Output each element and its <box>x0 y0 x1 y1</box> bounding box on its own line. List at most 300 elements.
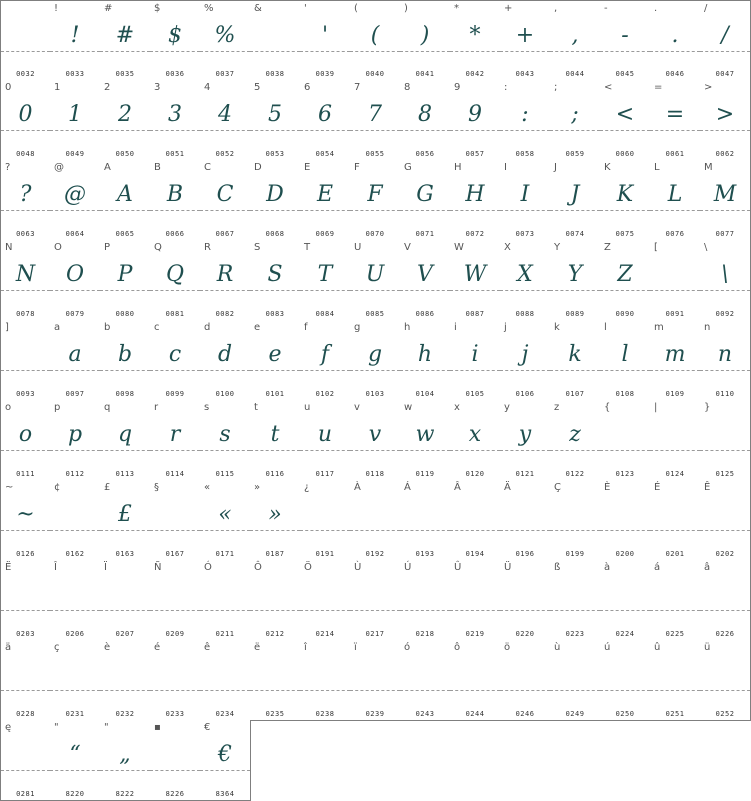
glyph-cell <box>50 320 101 401</box>
char-label: a <box>54 322 61 333</box>
glyph-sample: V <box>417 262 433 287</box>
baseline-guide <box>650 690 700 691</box>
char-label: ; <box>554 82 558 93</box>
baseline-guide <box>600 130 650 131</box>
baseline-guide <box>150 290 200 291</box>
glyph-cell <box>250 160 301 241</box>
glyph-cell <box>700 160 751 241</box>
char-label: ę <box>5 722 12 733</box>
baseline-guide <box>200 610 250 611</box>
glyph-cell <box>700 0 751 81</box>
char-label: r <box>154 402 159 413</box>
glyph-cell <box>50 240 101 321</box>
glyph-cell <box>100 80 151 161</box>
char-label: Á <box>404 482 411 493</box>
glyph-cell <box>50 0 101 81</box>
glyph-cell <box>400 560 451 641</box>
glyph-cell <box>150 80 201 161</box>
baseline-guide <box>50 210 100 211</box>
char-code: 0119 <box>415 470 435 478</box>
glyph-sample: L <box>667 182 683 207</box>
char-code: 0071 <box>415 230 435 238</box>
char-label: u <box>304 402 311 413</box>
glyph-sample: @ <box>64 182 86 207</box>
baseline-guide <box>450 690 500 691</box>
char-code: 0251 <box>665 710 685 718</box>
char-code: 0104 <box>415 390 435 398</box>
char-label: S <box>254 242 261 253</box>
char-code: 0126 <box>16 550 35 558</box>
baseline-guide <box>300 290 350 291</box>
baseline-guide <box>200 530 250 531</box>
glyph-cell <box>250 240 301 321</box>
char-label: j <box>504 322 507 333</box>
baseline-guide <box>550 610 600 611</box>
char-code: 0224 <box>615 630 635 638</box>
glyph-cell <box>250 0 301 81</box>
glyph-sample: % <box>214 23 236 48</box>
baseline-guide <box>350 690 400 691</box>
glyph-cell <box>50 80 101 161</box>
glyph-cell <box>50 400 101 481</box>
char-code: 0101 <box>265 390 285 398</box>
glyph-cell <box>450 640 501 721</box>
glyph-sample: y <box>518 422 532 447</box>
char-label: q <box>104 402 111 413</box>
char-code: 0116 <box>265 470 285 478</box>
baseline-guide <box>700 210 750 211</box>
baseline-guide <box>300 210 350 211</box>
char-code: 0249 <box>565 710 585 718</box>
char-label: [ <box>654 242 658 253</box>
char-label: f <box>304 322 308 333</box>
char-label: z <box>554 402 560 413</box>
char-code: 0232 <box>115 710 135 718</box>
char-label: Ñ <box>154 562 162 573</box>
glyph-sample: ' <box>321 23 329 48</box>
char-label: ▪ <box>154 722 161 733</box>
char-label: n <box>704 322 711 333</box>
glyph-sample: c <box>168 342 182 367</box>
char-code: 0091 <box>665 310 685 318</box>
char-label: é <box>154 642 161 653</box>
glyph-cell <box>250 320 301 401</box>
char-code: 0081 <box>165 310 185 318</box>
baseline-guide <box>450 51 500 52</box>
char-code: 0163 <box>115 550 135 558</box>
char-code: 0105 <box>465 390 485 398</box>
glyph-cell <box>350 320 401 401</box>
glyph-sample: 0 <box>18 102 33 127</box>
glyph-cell <box>150 320 201 401</box>
char-code: 0086 <box>415 310 435 318</box>
baseline-guide <box>50 370 100 371</box>
glyph-sample: . <box>671 23 679 48</box>
baseline-guide <box>400 450 450 451</box>
char-code: 0219 <box>465 630 485 638</box>
baseline-guide <box>650 210 700 211</box>
glyph-cell <box>600 160 651 241</box>
baseline-guide <box>700 530 750 531</box>
glyph-cell <box>200 720 251 801</box>
char-code: 0217 <box>365 630 385 638</box>
baseline-guide <box>250 370 300 371</box>
glyph-cell <box>300 320 351 401</box>
glyph-cell <box>550 240 601 321</box>
char-code: 0100 <box>215 390 235 398</box>
glyph-cell <box>300 400 351 481</box>
glyph-cell <box>0 720 51 801</box>
glyph-cell <box>250 80 301 161</box>
glyph-cell <box>150 0 201 81</box>
baseline-guide <box>1 610 50 611</box>
char-label: t <box>254 402 258 413</box>
char-code: 0192 <box>365 550 385 558</box>
char-label: Q <box>154 242 162 253</box>
char-label: Ä <box>504 482 511 493</box>
char-code: 8364 <box>215 790 235 798</box>
glyph-cell <box>300 480 351 561</box>
char-label: Ê <box>704 482 711 493</box>
char-code: 0244 <box>465 710 485 718</box>
char-code: 0281 <box>16 790 35 798</box>
char-label: ö <box>504 642 511 653</box>
char-label: < <box>604 82 613 93</box>
char-code: 0092 <box>715 310 735 318</box>
char-label: Ë <box>5 562 12 573</box>
glyph-cell <box>300 80 351 161</box>
glyph-sample: j <box>521 342 529 367</box>
baseline-guide <box>100 530 150 531</box>
char-label: b <box>104 322 111 333</box>
char-label: / <box>704 3 708 14</box>
char-code: 0087 <box>465 310 485 318</box>
glyph-cell <box>500 480 551 561</box>
char-code: 8226 <box>165 790 185 798</box>
char-code: 0032 <box>16 70 35 78</box>
glyph-sample: p <box>67 422 83 447</box>
char-code: 0044 <box>565 70 585 78</box>
baseline-guide <box>500 610 550 611</box>
glyph-sample: e <box>268 342 282 367</box>
glyph-cell <box>350 640 401 721</box>
char-code: 0211 <box>215 630 235 638</box>
glyph-cell <box>150 560 201 641</box>
char-label: € <box>204 722 211 733</box>
char-label: L <box>654 162 660 173</box>
char-code: 0112 <box>65 470 85 478</box>
glyph-cell <box>50 720 101 801</box>
glyph-cell <box>700 480 751 561</box>
baseline-guide <box>450 530 500 531</box>
char-label: p <box>54 402 61 413</box>
baseline-guide <box>400 690 450 691</box>
char-label: Î <box>54 562 57 573</box>
char-code: 0073 <box>515 230 535 238</box>
glyph-sample: D <box>266 182 284 207</box>
baseline-guide <box>350 530 400 531</box>
baseline-guide <box>400 51 450 52</box>
char-code: 0057 <box>465 150 485 158</box>
glyph-sample: ~ <box>16 502 35 527</box>
glyph-cell <box>450 160 501 241</box>
glyph-cell <box>550 0 601 81</box>
char-label: " <box>54 722 59 733</box>
char-label: è <box>104 642 111 653</box>
glyph-cell <box>100 320 151 401</box>
glyph-sample: + <box>515 23 535 48</box>
char-code: 0042 <box>465 70 485 78</box>
glyph-cell <box>650 320 701 401</box>
baseline-guide <box>500 530 550 531</box>
char-label: Â <box>454 482 461 493</box>
baseline-guide <box>500 130 550 131</box>
baseline-guide <box>500 290 550 291</box>
char-label: & <box>254 3 262 14</box>
char-code: 0196 <box>515 550 535 558</box>
char-label: ( <box>354 3 358 14</box>
char-code: 0117 <box>315 470 335 478</box>
char-code: 0098 <box>115 390 135 398</box>
char-code: 0041 <box>415 70 435 78</box>
char-code: 0203 <box>16 630 35 638</box>
glyph-cell <box>650 400 701 481</box>
char-label: Ù <box>354 562 362 573</box>
baseline-guide <box>150 530 200 531</box>
char-label: ß <box>554 562 561 573</box>
char-code: 0120 <box>465 470 485 478</box>
char-code: 0167 <box>165 550 185 558</box>
char-code: 0066 <box>165 230 185 238</box>
char-label: B <box>154 162 161 173</box>
char-code: 0061 <box>665 150 685 158</box>
baseline-guide <box>600 690 650 691</box>
glyph-sample: £ <box>118 502 132 527</box>
char-label: A <box>104 162 111 173</box>
char-code: 0052 <box>215 150 235 158</box>
glyph-cell <box>100 720 151 801</box>
baseline-guide <box>200 290 250 291</box>
baseline-guide <box>200 51 250 52</box>
glyph-sample: “ <box>69 742 81 767</box>
glyph-sample: b <box>117 342 133 367</box>
char-code: 0037 <box>215 70 235 78</box>
glyph-cell <box>200 0 251 81</box>
glyph-sample: Q <box>165 262 185 287</box>
baseline-guide <box>1 370 50 371</box>
char-label: Ó <box>204 562 212 573</box>
glyph-cell <box>450 0 501 81</box>
glyph-sample: U <box>365 262 385 287</box>
glyph-sample: 9 <box>468 102 482 127</box>
char-code: 0226 <box>715 630 735 638</box>
char-code: 0220 <box>515 630 535 638</box>
glyph-sample: * <box>469 23 481 48</box>
char-label: Z <box>604 242 611 253</box>
char-label: \ <box>704 242 708 253</box>
glyph-cell <box>100 0 151 81</box>
glyph-cell <box>150 400 201 481</box>
char-code: 0078 <box>16 310 35 318</box>
glyph-cell <box>100 480 151 561</box>
char-code: 0209 <box>165 630 185 638</box>
char-label: ü <box>704 642 711 653</box>
char-label: > <box>704 82 713 93</box>
glyph-cell <box>100 400 151 481</box>
char-code: 0233 <box>165 710 185 718</box>
char-label: È <box>604 482 611 493</box>
baseline-guide <box>250 450 300 451</box>
glyph-cell <box>400 320 451 401</box>
baseline-guide <box>200 130 250 131</box>
char-code: 0075 <box>615 230 635 238</box>
char-label: h <box>404 322 411 333</box>
glyph-cell <box>450 240 501 321</box>
baseline-guide <box>150 690 200 691</box>
char-label: ~ <box>5 482 14 493</box>
char-label: ? <box>5 162 11 173</box>
glyph-cell <box>700 240 751 321</box>
char-label: á <box>654 562 661 573</box>
baseline-guide <box>50 690 100 691</box>
glyph-cell <box>450 480 501 561</box>
glyph-sample: B <box>166 182 184 207</box>
char-label: R <box>204 242 211 253</box>
char-label: § <box>154 482 159 493</box>
char-label: ¿ <box>304 482 310 493</box>
char-label: X <box>504 242 511 253</box>
baseline-guide <box>550 690 600 691</box>
char-code: 0200 <box>615 550 635 558</box>
char-code: 0162 <box>65 550 85 558</box>
char-code: 0058 <box>515 150 535 158</box>
glyph-cell <box>700 560 751 641</box>
baseline-guide <box>700 51 750 52</box>
char-code: 0085 <box>365 310 385 318</box>
char-label: ê <box>204 642 211 653</box>
baseline-guide <box>350 450 400 451</box>
char-code: 0118 <box>365 470 385 478</box>
baseline-guide <box>700 370 750 371</box>
baseline-guide <box>1 51 50 52</box>
char-code: 0106 <box>515 390 535 398</box>
baseline-guide <box>650 130 700 131</box>
glyph-sample: Y <box>567 262 583 287</box>
glyph-cell <box>400 400 451 481</box>
glyph-cell <box>550 400 601 481</box>
baseline-guide <box>600 51 650 52</box>
char-label: F <box>354 162 360 173</box>
char-code: 0069 <box>315 230 335 238</box>
char-code: 0065 <box>115 230 135 238</box>
glyph-cell <box>0 0 51 81</box>
char-label: P <box>104 242 111 253</box>
glyph-sample: / <box>721 23 729 48</box>
glyph-sample: « <box>218 502 232 527</box>
char-code: 0206 <box>65 630 85 638</box>
char-code: 0060 <box>615 150 635 158</box>
char-code: 0125 <box>715 470 735 478</box>
char-code: 0082 <box>215 310 235 318</box>
glyph-cell <box>200 320 251 401</box>
glyph-cell <box>650 240 701 321</box>
glyph-cell <box>500 80 551 161</box>
glyph-sample: » <box>268 502 282 527</box>
char-label: 1 <box>54 82 61 93</box>
char-label: e <box>254 322 261 333</box>
char-code: 0115 <box>215 470 235 478</box>
char-label: y <box>504 402 510 413</box>
baseline-guide <box>650 530 700 531</box>
char-code: 0036 <box>165 70 185 78</box>
char-label: » <box>254 482 261 493</box>
char-label: 8 <box>404 82 411 93</box>
char-code: 0250 <box>615 710 635 718</box>
char-code: 0055 <box>365 150 385 158</box>
glyph-cell <box>0 240 51 321</box>
char-code: 0048 <box>16 150 35 158</box>
glyph-cell <box>150 240 201 321</box>
glyph-sample: W <box>463 262 487 287</box>
glyph-sample: t <box>270 422 280 447</box>
baseline-guide <box>400 210 450 211</box>
char-label: | <box>654 402 658 413</box>
baseline-guide <box>150 51 200 52</box>
char-code: 0079 <box>65 310 85 318</box>
char-code: 0097 <box>65 390 85 398</box>
glyph-cell <box>650 160 701 241</box>
char-label: 4 <box>204 82 211 93</box>
baseline-guide <box>400 370 450 371</box>
char-code: 0225 <box>665 630 685 638</box>
char-label: H <box>454 162 462 173</box>
glyph-sample: „ <box>119 742 131 767</box>
char-code: 0212 <box>265 630 285 638</box>
baseline-guide <box>200 770 250 771</box>
baseline-guide <box>1 530 50 531</box>
baseline-guide <box>300 130 350 131</box>
baseline-guide <box>600 450 650 451</box>
glyph-cell <box>200 160 251 241</box>
glyph-cell <box>700 80 751 161</box>
baseline-guide <box>700 690 750 691</box>
baseline-guide <box>150 610 200 611</box>
char-label: Ô <box>254 562 262 573</box>
char-label: Ü <box>504 562 512 573</box>
glyph-cell <box>200 560 251 641</box>
char-code: 0234 <box>215 710 235 718</box>
glyph-cell <box>0 640 51 721</box>
baseline-guide <box>200 450 250 451</box>
baseline-guide <box>50 530 100 531</box>
glyph-sample: M <box>713 182 737 207</box>
glyph-cell <box>650 480 701 561</box>
baseline-guide <box>250 530 300 531</box>
char-label: M <box>704 162 713 173</box>
glyph-cell <box>0 400 51 481</box>
glyph-cell <box>300 560 351 641</box>
glyph-sample: x <box>468 422 482 447</box>
glyph-sample: 4 <box>218 102 232 127</box>
glyph-sample: l <box>621 342 629 367</box>
glyph-cell <box>400 640 451 721</box>
char-label: % <box>204 3 214 14</box>
char-label: « <box>204 482 211 493</box>
glyph-cell <box>600 640 651 721</box>
glyph-cell <box>50 480 101 561</box>
baseline-guide <box>200 690 250 691</box>
glyph-sample: s <box>219 422 231 447</box>
